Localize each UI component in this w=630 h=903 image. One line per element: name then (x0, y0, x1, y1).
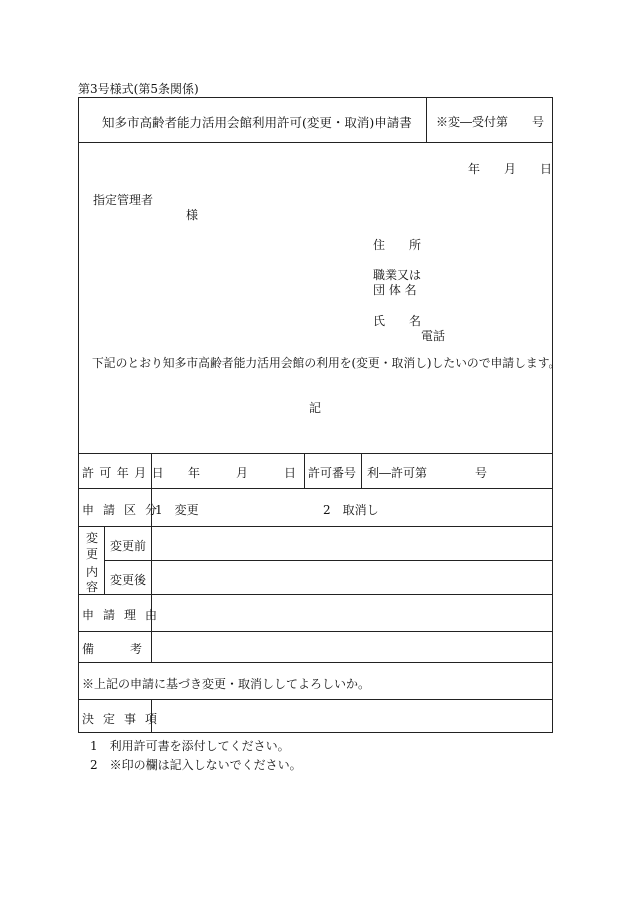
permit-date-value: 年 月 日 (188, 466, 297, 480)
after-change-label: 変更後 (110, 573, 147, 587)
name-label: 氏 名 (373, 314, 422, 328)
ki-heading: 記 (309, 401, 322, 415)
change-char-4: 容 (86, 580, 99, 594)
form-number: 第3号様式(第5条関係) (78, 82, 199, 96)
address-label: 住 所 (373, 238, 422, 252)
category-cancel-option: 2 取消し (323, 503, 379, 517)
category-change-option: 1 変更 (155, 503, 199, 517)
note-1: 1 利用許可書を添付してください。 (90, 739, 290, 753)
receipt-number-field: ※変―受付第 号 (436, 115, 545, 129)
approval-note: ※上記の申請に基づき変更・取消ししてよろしいか。 (82, 677, 371, 691)
header-divider (426, 97, 427, 143)
permit-number-label: 許可番号 (308, 466, 357, 480)
application-date: 年 月 日 (468, 162, 553, 176)
application-statement: 下記のとおり知多市高齢者能力活用会館の利用を(変更・取消し)したいので申請します。 (92, 356, 561, 370)
phone-label: 電話 (421, 329, 446, 343)
reason-label: 申請理由 (82, 608, 167, 622)
change-char-2: 更 (86, 547, 99, 561)
before-change-label: 変更前 (110, 539, 147, 553)
form-title: 知多市高齢者能力活用会館利用許可(変更・取消)申請書 (102, 115, 412, 130)
decision-label: 決定事項 (82, 712, 167, 726)
change-char-3: 内 (86, 565, 99, 579)
category-label: 申請区分 (82, 503, 167, 517)
remarks-label: 備 考 (82, 642, 143, 656)
addressee-honorific: 様 (186, 208, 199, 222)
addressee-title: 指定管理者 (93, 193, 154, 207)
organization-label: 団 体 名 (373, 283, 417, 297)
occupation-label: 職業又は (373, 268, 422, 282)
change-char-1: 変 (86, 531, 99, 545)
permit-date-label: 許可年月日 (82, 466, 170, 480)
note-2: 2 ※印の欄は記入しないでください。 (90, 758, 302, 772)
permit-number-value: 利―許可第 号 (367, 466, 488, 480)
